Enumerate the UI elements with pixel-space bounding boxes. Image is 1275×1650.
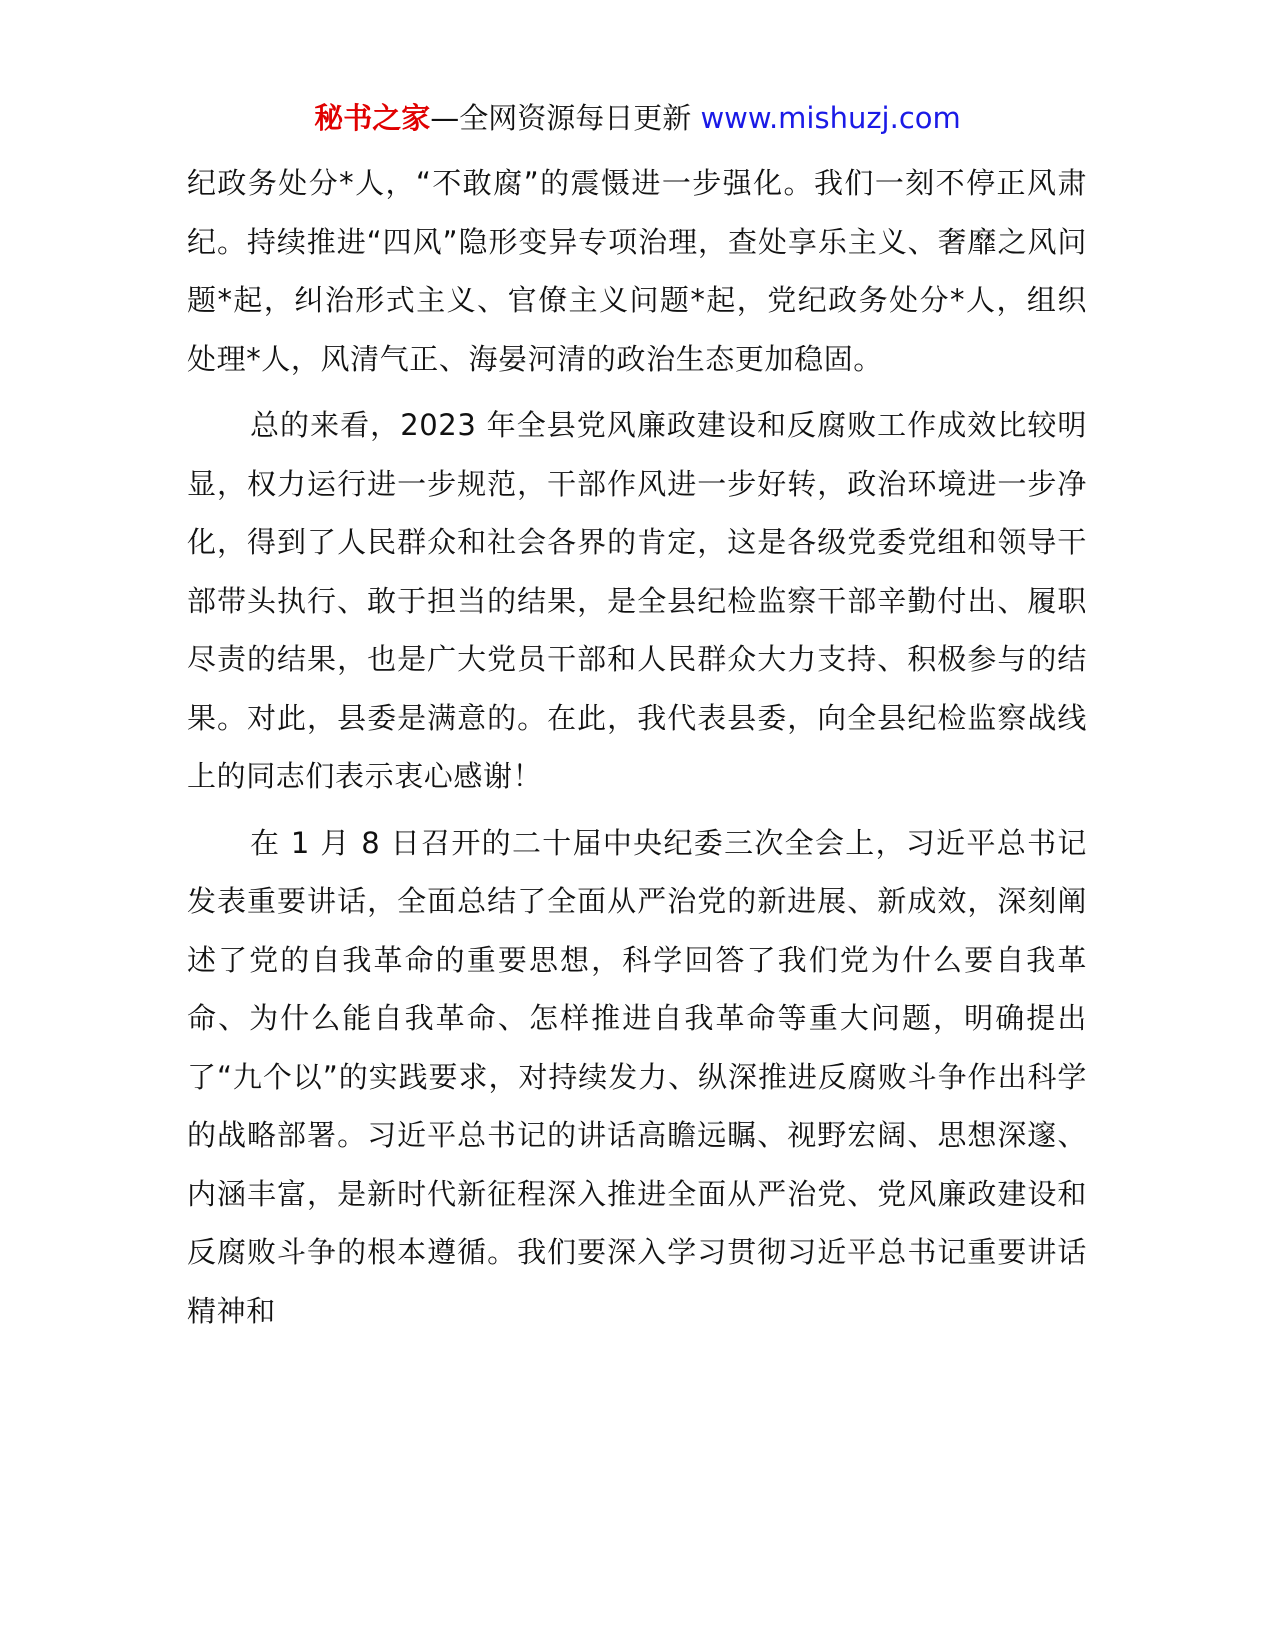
header-tagline: —全网资源每日更新 [430,101,692,135]
paragraph-speech: 在 1 月 8 日召开的二十届中央纪委三次全会上，习近平总书记发表重要讲话，全面总结了全面从严治党的新进展、新成效，深刻阐述了党的自我革命的重要思想，科学回答了我们党为什么要自我革命、为什么能自我革命、怎样推进自我革命等重大问题，明确提出了“九个以”的实践要求，对持续发力、纵深推进反腐败斗争作出科学的战略部署。习近平总书记的讲话高瞻远瞩、视野宏阔、思想深邃、内涵丰富，是新时代新征程深入推进全面从严治党、党风廉政建设和反腐败斗争的根本遵循。我们要深入学习贯彻习近平总书记重要讲话精神和 [187,825,1087,1328]
brand-name: 秘书之家 [314,101,431,135]
page-header [0,98,1275,138]
document-body [187,154,1087,1348]
paragraph-continuation: 纪政务处分*人，“不敢腐”的震慑进一步强化。我们一刻不停正风肃纪。持续推进“四风”隐形变异专项治理，查处享乐主义、奢靡之风问题*起，纠治形式主义、官僚主义问题*起，党纪政务处分*人，组织处理*人，风清气正、海晏河清的政治生态更加稳固。 [187,166,1087,376]
paragraph-summary: 总的来看，2023 年全县党风廉政建设和反腐败工作成效比较明显，权力运行进一步规范，干部作风进一步好转，政治环境进一步净化，得到了人民群众和社会各界的肯定，这是各级党委党组和领导干部带头执行、敢于担当的结果，是全县纪检监察干部辛勤付出、履职尽责的结果，也是广大党员干部和人民群众大力支持、积极参与的结果。对此，县委是满意的。在此，我代表县委，向全县纪检监察战线上的同志们表示衷心感谢！ [187,408,1087,793]
site-link[interactable]: www.mishuzj.com [700,101,961,135]
